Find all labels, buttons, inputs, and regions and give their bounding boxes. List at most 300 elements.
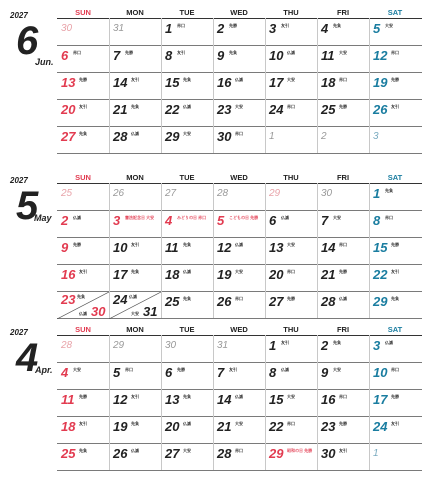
day-number: 15 [373, 240, 388, 255]
day-cell[interactable] [109, 292, 161, 319]
month-grid [57, 8, 422, 155]
day-number: 2 [321, 338, 329, 353]
day-cell[interactable] [317, 390, 369, 417]
day-cell[interactable] [161, 336, 213, 363]
day-cell[interactable] [161, 100, 213, 127]
day-number: 20 [269, 267, 284, 282]
day-cell[interactable] [109, 211, 161, 238]
rokuyo-label: 赤口 [339, 77, 347, 82]
rokuyo-label: 昭和の日 先勝 [287, 448, 313, 453]
day-number: 8 [269, 365, 277, 380]
day-number: 18 [165, 267, 180, 282]
day-number: 3 [269, 21, 277, 36]
rokuyo-label: 先勝 [79, 394, 87, 399]
day-cell[interactable] [265, 390, 317, 417]
rokuyo-label: 先負 [79, 131, 87, 136]
rokuyo-label: 先勝 [73, 242, 81, 247]
day-number: 30 [165, 340, 177, 351]
day-cell[interactable] [265, 211, 317, 238]
day-cell[interactable] [369, 73, 421, 100]
day-cell[interactable] [317, 73, 369, 100]
rokuyo-label: 友引 [79, 104, 87, 109]
rokuyo-label: 赤口 [73, 50, 81, 55]
rokuyo-label: 仏滅 [339, 296, 347, 301]
day-cell[interactable] [213, 292, 265, 319]
day-number: 31 [113, 23, 125, 34]
day-number: 28 [321, 294, 336, 309]
day-cell[interactable] [317, 46, 369, 73]
day-cell[interactable] [213, 127, 265, 154]
day-cell[interactable] [57, 100, 109, 127]
month-name: Jun. [35, 57, 54, 67]
day-cell[interactable] [213, 265, 265, 292]
day-number: 12 [217, 240, 232, 255]
day-number: 29 [113, 340, 125, 351]
day-cell[interactable] [317, 417, 369, 444]
weekday-tue: TUE [179, 325, 195, 334]
rokuyo-label: 仏滅 [131, 448, 139, 453]
day-number: 5 [113, 365, 121, 380]
weekday-sun: SUN [75, 325, 91, 334]
day-cell[interactable] [161, 390, 213, 417]
day-cell[interactable] [161, 363, 213, 390]
weekday-fri: FRI [336, 8, 350, 17]
day-cell[interactable] [57, 336, 109, 363]
day-cell[interactable] [109, 238, 161, 265]
weekday-sun: SUN [75, 173, 91, 182]
day-cell[interactable] [369, 390, 421, 417]
day-cell[interactable] [109, 363, 161, 390]
day-cell[interactable] [109, 390, 161, 417]
day-cell[interactable] [109, 127, 161, 154]
day-number: 25 [61, 446, 76, 461]
day-cell[interactable] [57, 211, 109, 238]
rokuyo-label: 大安 [287, 77, 295, 82]
rokuyo-label: 先勝 [287, 296, 295, 301]
day-number: 16 [61, 267, 76, 282]
day-number: 4 [61, 365, 69, 380]
rokuyo-label: 赤口 [339, 242, 347, 247]
day-number: 4 [321, 21, 329, 36]
rokuyo-label: 仏滅 [287, 50, 295, 55]
day-number: 26 [217, 294, 232, 309]
rokuyo-label: 仏滅 [235, 394, 243, 399]
rokuyo-label: 赤口 [339, 394, 347, 399]
day-number: 25 [321, 102, 336, 117]
day-number: 14 [217, 392, 232, 407]
day-number: 22 [373, 267, 388, 282]
weekday-wed: WED [230, 325, 248, 334]
rokuyo-label: 赤口 [287, 269, 295, 274]
rokuyo-label: 先勝 [339, 421, 347, 426]
rokuyo-label-second: 大安 [131, 311, 139, 316]
day-number: 10 [373, 365, 388, 380]
day-cell[interactable] [213, 417, 265, 444]
rokuyo-label: 仏滅 [183, 269, 191, 274]
day-number: 2 [321, 131, 327, 142]
rokuyo-label: 先負 [79, 448, 87, 453]
day-cell[interactable] [317, 211, 369, 238]
rokuyo-label: 先負 [333, 23, 341, 28]
day-number: 6 [269, 213, 277, 228]
day-number: 11 [165, 240, 179, 255]
rokuyo-label: 仏滅 [73, 215, 81, 220]
day-number: 26 [113, 446, 128, 461]
day-cell[interactable] [109, 100, 161, 127]
day-cell[interactable] [369, 100, 421, 127]
day-number: 30 [61, 23, 73, 34]
day-cell[interactable] [369, 292, 421, 319]
day-number: 4 [165, 213, 173, 228]
day-cell[interactable] [57, 19, 109, 46]
weekday-wed: WED [230, 173, 248, 182]
day-cell[interactable] [109, 73, 161, 100]
day-number: 6 [165, 365, 173, 380]
rokuyo-label: 先負 [391, 296, 399, 301]
rokuyo-label: 友引 [391, 104, 399, 109]
day-cell[interactable] [213, 19, 265, 46]
rokuyo-label: 大安 [287, 242, 295, 247]
day-number: 29 [165, 129, 180, 144]
day-number: 21 [321, 267, 336, 282]
day-number: 8 [165, 48, 173, 63]
day-number: 18 [61, 419, 76, 434]
day-number: 14 [321, 240, 336, 255]
rokuyo-label: 仏滅 [281, 367, 289, 372]
day-number: 29 [373, 294, 388, 309]
day-number: 26 [113, 188, 125, 199]
month-number: 4 [16, 336, 39, 380]
day-number: 17 [373, 392, 388, 407]
rokuyo-label: 先勝 [391, 242, 399, 247]
weekday-thu: THU [283, 173, 299, 182]
rokuyo-label: 大安 [333, 215, 341, 220]
day-cell[interactable] [161, 46, 213, 73]
day-number: 28 [217, 188, 229, 199]
day-number: 20 [165, 419, 180, 434]
day-number: 20 [61, 102, 76, 117]
day-number: 19 [373, 75, 388, 90]
rokuyo-label: 赤口 [235, 296, 243, 301]
day-cell[interactable] [161, 127, 213, 154]
day-cell[interactable] [265, 127, 317, 154]
day-number: 22 [165, 102, 180, 117]
day-number: 7 [321, 213, 329, 228]
day-number: 27 [165, 446, 180, 461]
day-cell[interactable] [109, 184, 161, 211]
day-number: 3 [113, 213, 121, 228]
rokuyo-label: 赤口 [235, 448, 243, 453]
day-cell[interactable] [317, 127, 369, 154]
day-cell[interactable] [369, 336, 421, 363]
day-cell[interactable] [317, 444, 369, 471]
rokuyo-label: 憲法記念日 大安 [125, 215, 155, 220]
day-number: 21 [217, 419, 232, 434]
day-number: 1 [373, 186, 381, 201]
rokuyo-label: 友引 [391, 269, 399, 274]
day-number: 19 [113, 419, 128, 434]
rokuyo-label: 先勝 [391, 394, 399, 399]
day-cell[interactable] [317, 363, 369, 390]
day-cell[interactable] [109, 46, 161, 73]
day-cell[interactable] [369, 184, 421, 211]
day-cell[interactable] [213, 100, 265, 127]
month-name: May [34, 213, 52, 223]
rokuyo-label: 友引 [131, 394, 139, 399]
day-cell[interactable] [213, 390, 265, 417]
day-cell[interactable] [265, 417, 317, 444]
day-number: 18 [321, 75, 336, 90]
day-cell[interactable] [317, 265, 369, 292]
day-cell[interactable] [57, 184, 109, 211]
day-number: 19 [217, 267, 232, 282]
day-cell[interactable] [57, 292, 109, 319]
day-number: 17 [269, 75, 284, 90]
weekday-sat: SAT [387, 8, 403, 17]
year-label: 2027 [10, 328, 28, 337]
weekday-fri: FRI [336, 173, 350, 182]
day-number: 1 [165, 21, 173, 36]
day-cell[interactable] [317, 292, 369, 319]
rokuyo-label: 大安 [235, 269, 243, 274]
rokuyo-label: 先勝 [125, 50, 133, 55]
rokuyo-label: 友引 [229, 367, 237, 372]
day-number: 28 [61, 340, 73, 351]
day-cell[interactable] [213, 211, 265, 238]
day-number: 26 [373, 102, 388, 117]
day-number: 31 [217, 340, 229, 351]
day-cell[interactable] [213, 363, 265, 390]
day-cell[interactable] [265, 184, 317, 211]
day-number: 29 [269, 188, 281, 199]
rokuyo-label: 仏滅 [183, 104, 191, 109]
rokuyo-label: 友引 [131, 242, 139, 247]
day-number: 3 [373, 131, 379, 142]
rokuyo-label: 大安 [183, 131, 191, 136]
day-number: 22 [269, 419, 284, 434]
day-cell[interactable] [57, 73, 109, 100]
day-number: 30 [321, 188, 333, 199]
day-number: 21 [113, 102, 128, 117]
day-number: 29 [269, 446, 284, 461]
rokuyo-label: 仏滅 [385, 340, 393, 345]
rokuyo-label: 大安 [183, 448, 191, 453]
day-cell[interactable] [213, 73, 265, 100]
day-number: 1 [269, 338, 277, 353]
rokuyo-label: 大安 [333, 367, 341, 372]
day-cell[interactable] [213, 238, 265, 265]
weekday-header [57, 8, 422, 18]
day-cell[interactable] [265, 238, 317, 265]
day-number: 28 [113, 129, 128, 144]
day-number: 14 [113, 75, 128, 90]
day-number: 11 [61, 392, 75, 407]
day-number: 12 [373, 48, 388, 63]
day-cell[interactable] [369, 265, 421, 292]
day-cell[interactable] [213, 444, 265, 471]
day-cell[interactable] [369, 417, 421, 444]
day-cell[interactable] [369, 127, 421, 154]
rokuyo-label: 仏滅 [235, 77, 243, 82]
day-cell[interactable] [265, 19, 317, 46]
day-number: 2 [217, 21, 225, 36]
rokuyo-label: 友引 [339, 448, 347, 453]
weekday-tue: TUE [179, 173, 195, 182]
rokuyo-label: 赤口 [177, 23, 185, 28]
day-cell[interactable] [265, 444, 317, 471]
day-number: 25 [165, 294, 180, 309]
day-cell[interactable] [57, 238, 109, 265]
day-cell[interactable] [161, 184, 213, 211]
day-cell[interactable] [57, 127, 109, 154]
day-cell[interactable] [57, 417, 109, 444]
day-number: 27 [61, 129, 76, 144]
rokuyo-label: 先負 [77, 294, 85, 299]
day-cell[interactable] [109, 336, 161, 363]
day-cell[interactable] [265, 363, 317, 390]
rokuyo-label: 赤口 [391, 367, 399, 372]
day-number: 17 [113, 267, 128, 282]
rokuyo-label: 先負 [131, 269, 139, 274]
day-number-second: 31 [143, 304, 158, 319]
day-number: 13 [165, 392, 180, 407]
day-cell[interactable] [369, 46, 421, 73]
day-number: 9 [321, 365, 329, 380]
rokuyo-label: 先負 [333, 340, 341, 345]
day-cell[interactable] [265, 265, 317, 292]
day-cell[interactable] [57, 265, 109, 292]
day-cell[interactable] [213, 46, 265, 73]
month-block-4 [0, 325, 436, 472]
day-number: 30 [321, 446, 336, 461]
rokuyo-label: 先負 [183, 242, 191, 247]
day-number: 30 [217, 129, 232, 144]
rokuyo-label: 赤口 [287, 421, 295, 426]
month-grid [57, 173, 422, 320]
weekday-thu: THU [283, 325, 299, 334]
day-cell[interactable] [57, 46, 109, 73]
rokuyo-label: 先負 [385, 188, 393, 193]
day-cell[interactable] [317, 336, 369, 363]
month-grid [57, 325, 422, 472]
day-number: 3 [373, 338, 381, 353]
month-block-5 [0, 173, 436, 320]
day-number: 7 [217, 365, 225, 380]
day-cell[interactable] [369, 238, 421, 265]
rokuyo-label: 赤口 [391, 50, 399, 55]
day-cell[interactable] [161, 238, 213, 265]
day-number: 24 [269, 102, 284, 117]
day-cell[interactable] [161, 265, 213, 292]
day-number: 2 [61, 213, 69, 228]
day-cell[interactable] [317, 238, 369, 265]
day-cell[interactable] [265, 46, 317, 73]
weekday-header [57, 173, 422, 183]
day-cell[interactable] [265, 336, 317, 363]
rokuyo-label: 大安 [235, 104, 243, 109]
day-cell[interactable] [265, 100, 317, 127]
rokuyo-label: 先勝 [339, 269, 347, 274]
day-number: 1 [373, 448, 379, 459]
day-number: 11 [321, 48, 335, 63]
day-cell[interactable] [161, 211, 213, 238]
day-cell[interactable] [369, 363, 421, 390]
day-cell[interactable] [369, 19, 421, 46]
rokuyo-label: 友引 [281, 340, 289, 345]
day-number: 13 [61, 75, 76, 90]
rokuyo-label: 友引 [281, 23, 289, 28]
day-cell[interactable] [109, 19, 161, 46]
rokuyo-label: 仏滅 [281, 215, 289, 220]
weekday-mon: MON [126, 173, 144, 182]
day-cell[interactable] [161, 444, 213, 471]
day-cell[interactable] [317, 19, 369, 46]
day-cell[interactable] [369, 211, 421, 238]
day-number: 23 [321, 419, 336, 434]
day-cell[interactable] [213, 336, 265, 363]
rokuyo-label: 友引 [79, 269, 87, 274]
day-number: 8 [373, 213, 381, 228]
day-number: 10 [113, 240, 128, 255]
day-cell[interactable] [213, 184, 265, 211]
day-number: 5 [217, 213, 225, 228]
rokuyo-label: 先勝 [177, 367, 185, 372]
day-cell[interactable] [317, 184, 369, 211]
day-number: 1 [269, 131, 275, 142]
day-cell[interactable] [57, 444, 109, 471]
day-cell[interactable] [265, 73, 317, 100]
day-number: 16 [217, 75, 232, 90]
rokuyo-label: 赤口 [385, 215, 393, 220]
day-number: 24 [373, 419, 388, 434]
rokuyo-label: こどもの日 先勝 [229, 215, 259, 220]
rokuyo-label: 友引 [391, 421, 399, 426]
day-cell[interactable] [57, 390, 109, 417]
day-number: 27 [269, 294, 284, 309]
day-cell[interactable] [161, 19, 213, 46]
day-cell[interactable] [109, 444, 161, 471]
weekday-sat: SAT [387, 325, 403, 334]
weekday-tue: TUE [179, 8, 195, 17]
day-cell[interactable] [161, 292, 213, 319]
rokuyo-label: 先勝 [391, 77, 399, 82]
rokuyo-label: みどりの日 赤口 [177, 215, 207, 220]
day-cell[interactable] [109, 265, 161, 292]
rokuyo-label: 大安 [73, 367, 81, 372]
rokuyo-label: 仏滅 [129, 294, 137, 299]
rokuyo-label: 先負 [183, 296, 191, 301]
day-cell[interactable] [161, 73, 213, 100]
rokuyo-label: 先負 [229, 50, 237, 55]
day-cell[interactable] [109, 417, 161, 444]
day-number: 15 [165, 75, 180, 90]
rokuyo-label: 先負 [131, 421, 139, 426]
day-number: 24 [113, 292, 128, 307]
rokuyo-label: 赤口 [235, 131, 243, 136]
rokuyo-label: 先負 [131, 104, 139, 109]
rokuyo-label: 赤口 [125, 367, 133, 372]
weekday-sun: SUN [75, 8, 91, 17]
rokuyo-label: 大安 [339, 50, 347, 55]
day-cell[interactable] [369, 444, 421, 471]
day-cell[interactable] [57, 363, 109, 390]
weekday-header [57, 325, 422, 335]
day-cell[interactable] [317, 100, 369, 127]
month-name: Apr. [35, 365, 53, 375]
day-cell[interactable] [161, 417, 213, 444]
day-cell[interactable] [265, 292, 317, 319]
rokuyo-label: 先勝 [339, 104, 347, 109]
